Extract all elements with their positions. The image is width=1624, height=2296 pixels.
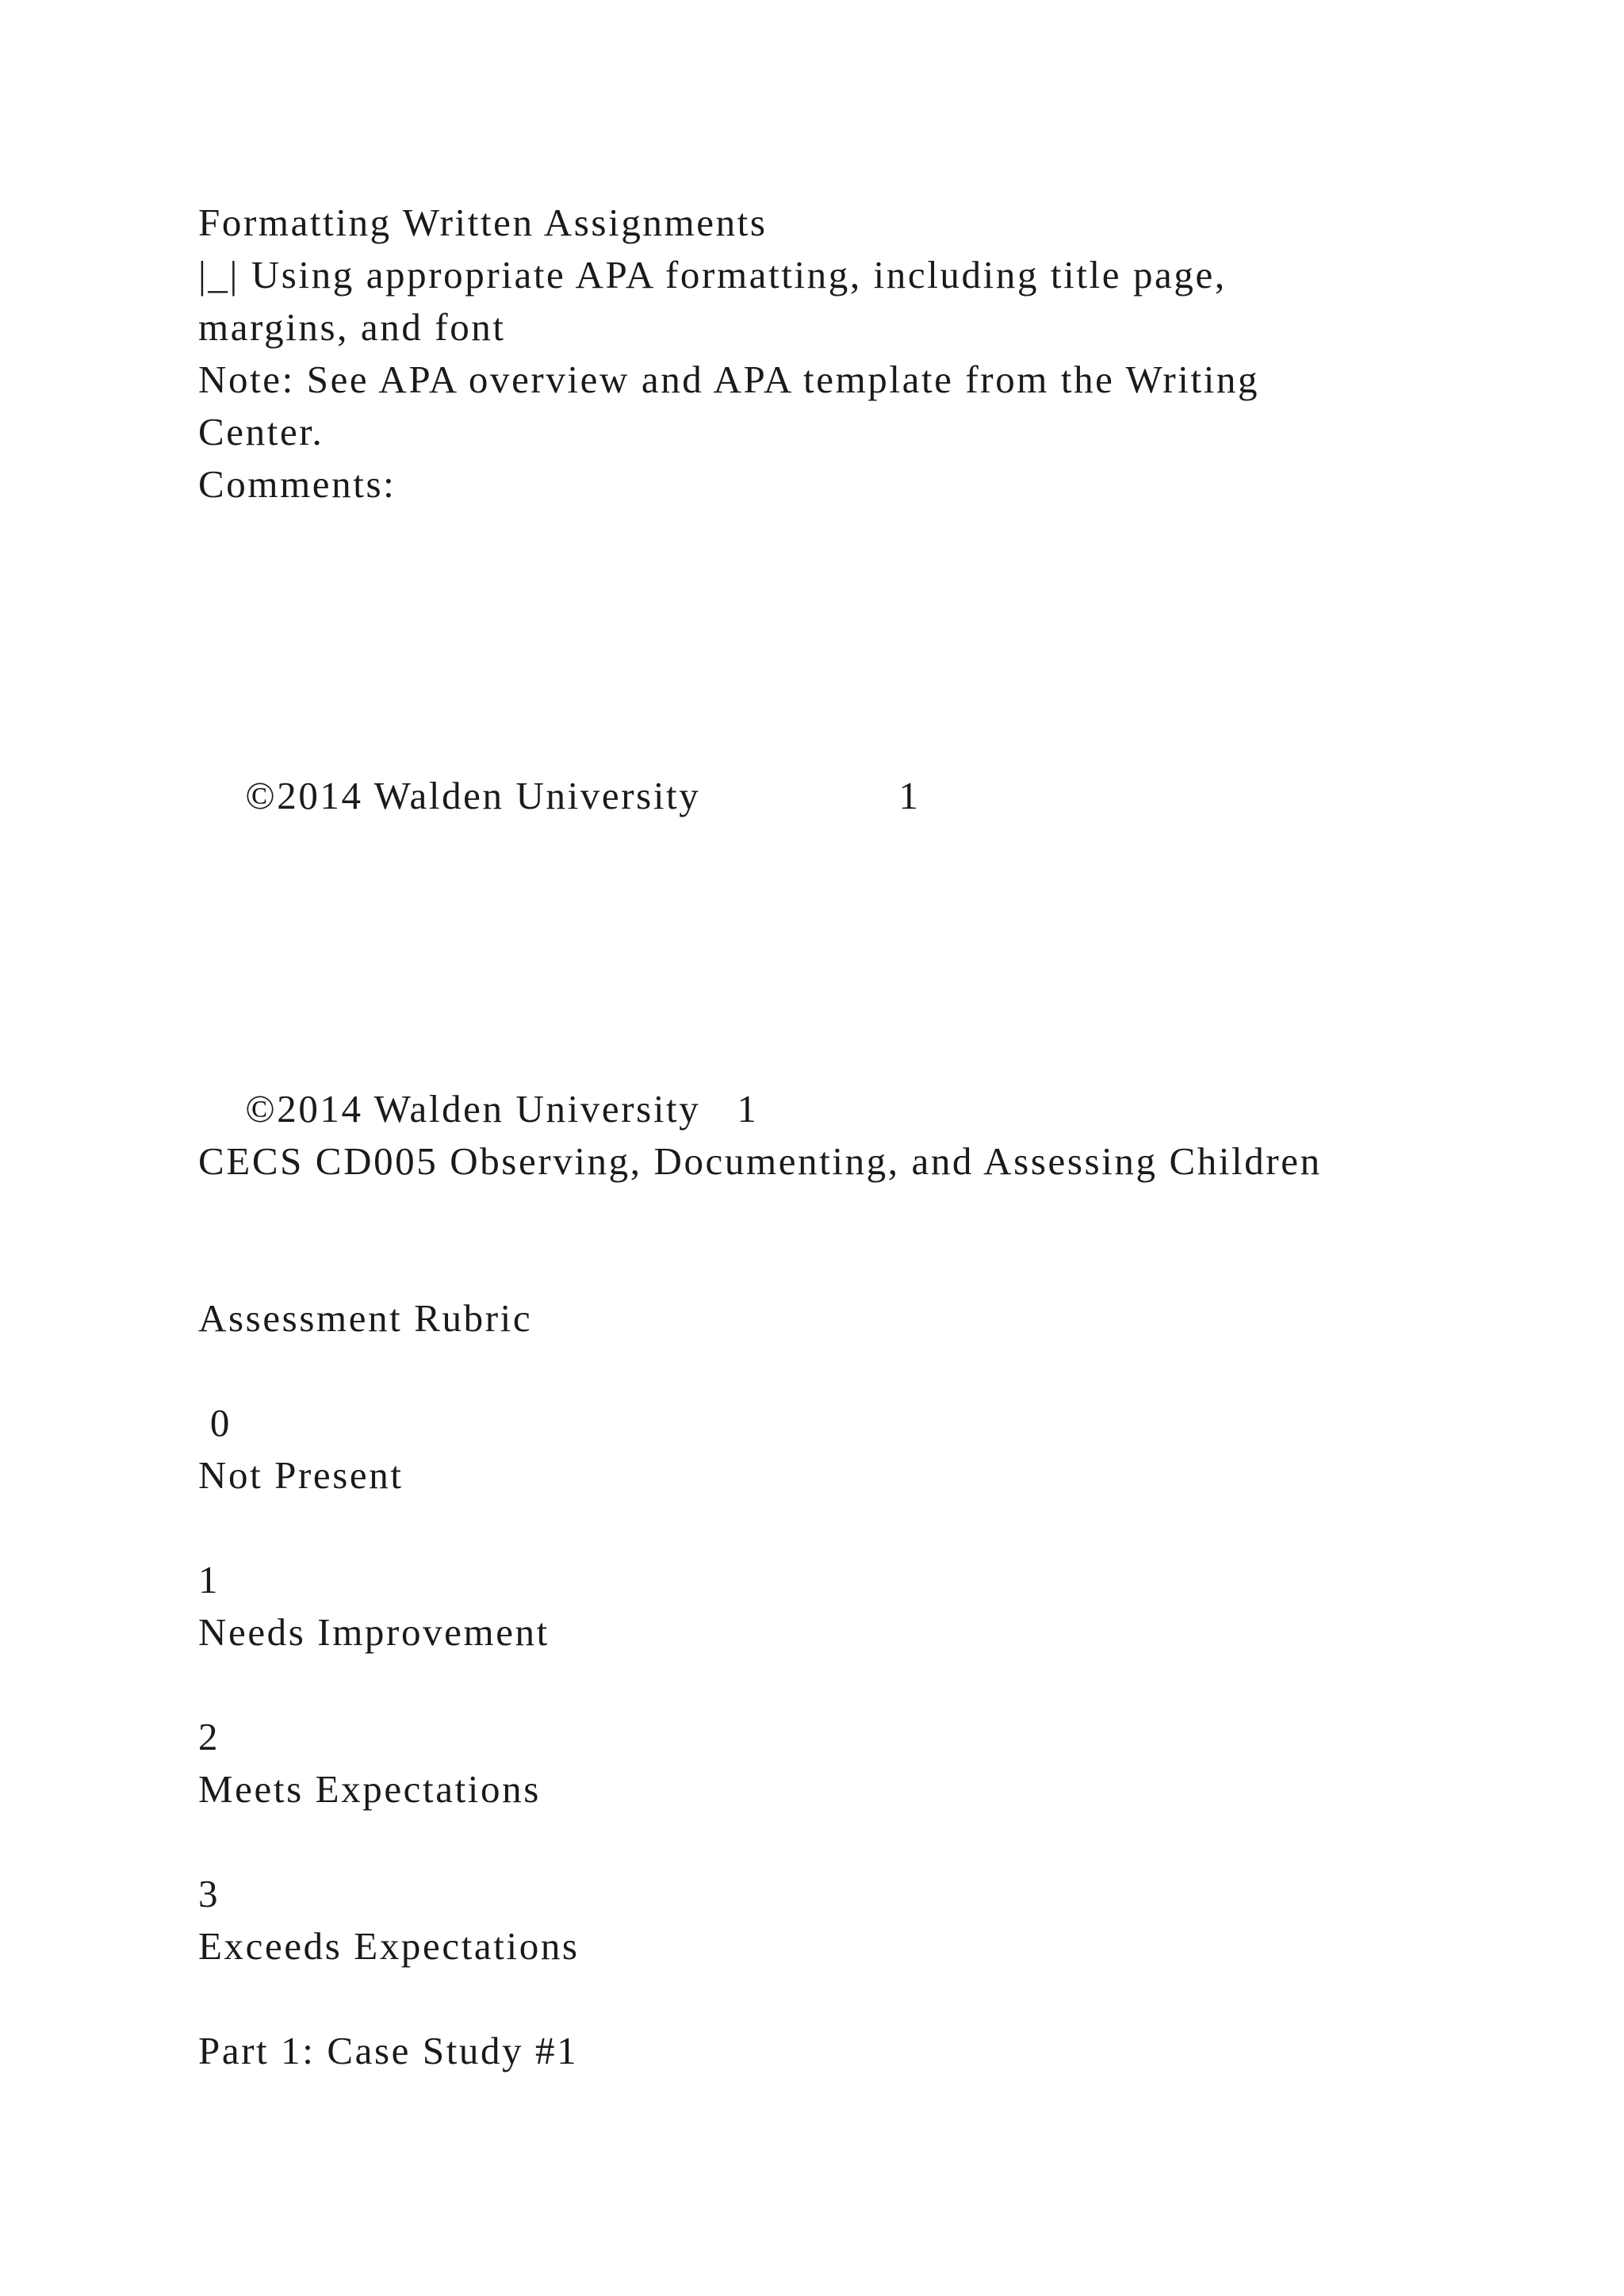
footer-copyright-first [198,718,920,874]
rubric-title: Assessment Rubric [198,1296,533,1340]
page-number: 1 [737,1087,759,1131]
part-title: Part 1: Case Study #1 [198,2029,579,2072]
rubric-score-3: 3 [198,1872,220,1915]
apa-note-continued: Center. [198,410,324,453]
apa-checklist-item-continued: margins, and font [198,305,506,349]
rubric-label-meets-expectations: Meets Expectations [198,1767,541,1811]
rubric-label-needs-improvement: Needs Improvement [198,1610,550,1654]
course-title: CECS CD005 Observing, Documenting, and Assessing Children [198,1139,1322,1183]
rubric-score-0: 0 [198,1401,232,1445]
rubric-score-1: 1 [198,1558,220,1601]
rubric-label-not-present: Not Present [198,1453,404,1497]
section-heading: Formatting Written Assignments [198,201,768,244]
rubric-score-2: 2 [198,1715,220,1758]
comments-label: Comments: [198,462,396,506]
apa-note: Note: See APA overview and APA template from the Writing [198,358,1260,401]
rubric-label-exceeds-expectations: Exceeds Expectations [198,1924,580,1968]
apa-checklist-item: |_| Using appropriate APA formatting, including title page, [198,253,1227,297]
copyright-text: ©2014 Walden University [245,1087,701,1131]
copyright-text: ©2014 Walden University [245,774,701,817]
page-number: 1 [898,774,921,817]
